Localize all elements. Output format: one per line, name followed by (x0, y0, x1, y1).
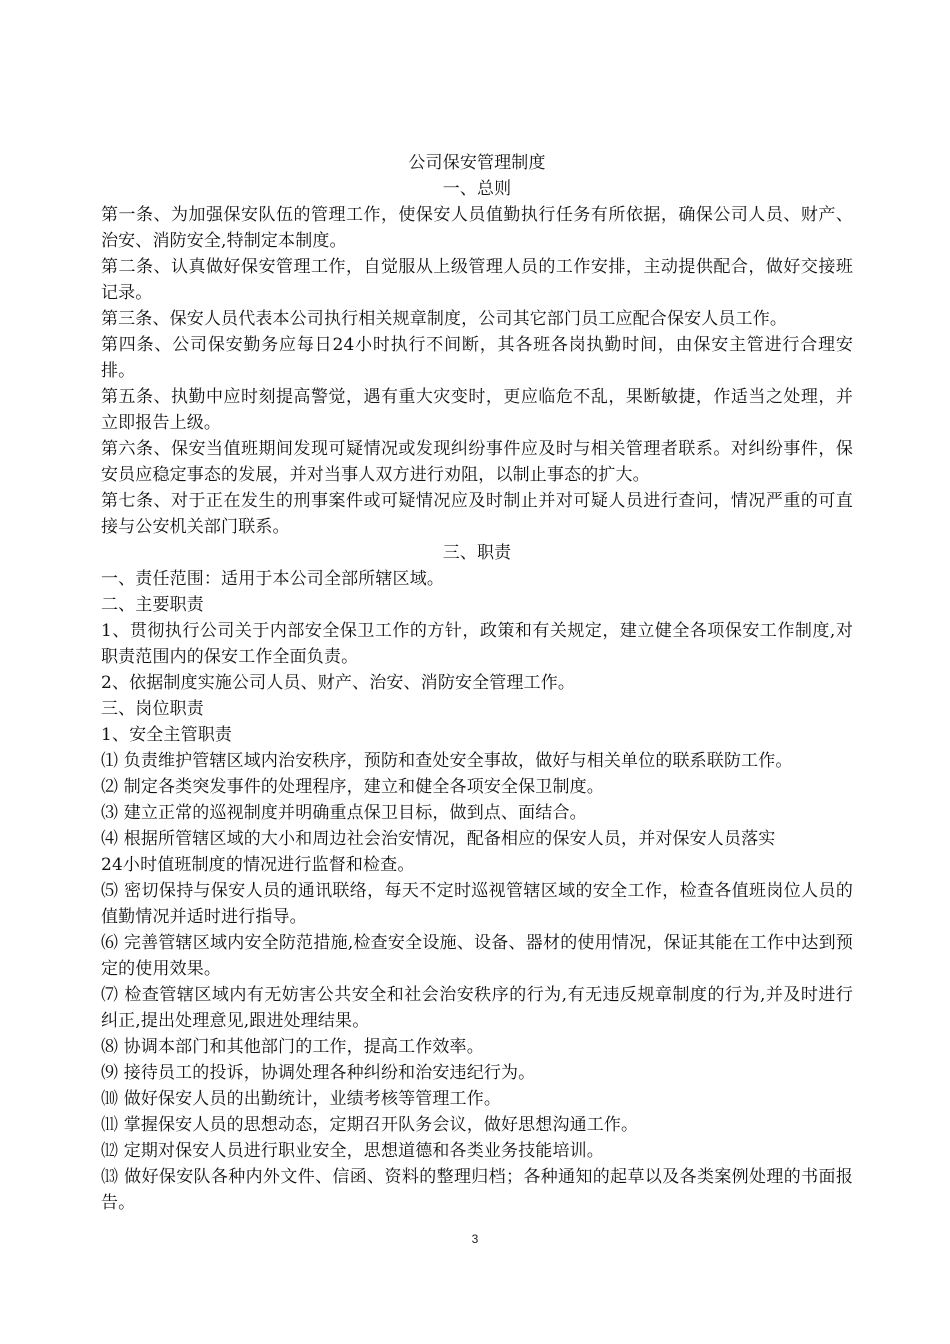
supervisor-duty-3: ⑶ 建立正常的巡视制度并明确重点保卫目标，做到点、面结合。 (101, 803, 587, 823)
supervisor-duty-6: ⑹ 完善管辖区域内安全防范措施,检查安全设施、设备、器材的使用情况，保证其能在工作中达到预定的使用效果。 (101, 933, 853, 979)
supervisor-duty-10: ⑽ 做好保安人员的出勤统计，业绩考核等管理工作。 (101, 1089, 502, 1109)
supervisor-duty-1: ⑴ 负责维护管辖区域内治安秩序，预防和查处安全事故，做好与相关单位的联系联防工作。 (101, 751, 793, 771)
article-3: 第三条、保安人员代表本公司执行相关规章制度，公司其它部门员工应配合保安人员工作。 (101, 309, 787, 329)
supervisor-duty-11: ⑾ 掌握保安人员的思想动态，定期召开队务会议，做好思想沟通工作。 (101, 1115, 639, 1135)
document-title: 公司保安管理制度 (408, 153, 546, 173)
post-duties-heading: 三、岗位职责 (101, 699, 204, 719)
supervisor-heading: 1、安全主管职责 (101, 725, 233, 745)
document-body (101, 150, 853, 1216)
supervisor-duty-4-continued: 24小时值班制度的情况进行监督和检查。 (101, 855, 415, 875)
supervisor-duty-8: ⑻ 协调本部门和其他部门的工作，提高工作效率。 (101, 1037, 484, 1057)
main-duty-2: 2、依据制度实施公司人员、财产、治安、消防安全管理工作。 (101, 673, 576, 693)
article-6: 第六条、保安当值班期间发现可疑情况或发现纠纷事件应及时与相关管理者联系。对纠纷事件，保安员应稳定事态的发展，并对当事人双方进行劝阻，以制止事态的扩大。 (101, 439, 853, 485)
supervisor-duty-2: ⑵ 制定各类突发事件的处理程序，建立和健全各项安全保卫制度。 (101, 777, 604, 797)
section-heading-general: 一、总则 (442, 179, 512, 199)
main-duty-1: 1、贯彻执行公司关于内部安全保卫工作的方针，政策和有关规定，建立健全各项保安工作制度,对职责范围内的保安工作全面负责。 (101, 621, 853, 667)
article-2: 第二条、认真做好保安管理工作，自觉服从上级管理人员的工作安排，主动提供配合，做好交接班记录。 (101, 257, 853, 303)
supervisor-duty-7: ⑺ 检查管辖区域内有无妨害公共安全和社会治安秩序的行为,有无违反规章制度的行为,并及时进行纠正,提出处理意见,跟进处理结果。 (101, 985, 853, 1031)
supervisor-duty-13: ⒀ 做好保安队各种内外文件、信函、资料的整理归档；各种通知的起草以及各类案例处理的书面报告。 (101, 1167, 853, 1213)
main-duties-heading: 二、主要职责 (101, 595, 204, 615)
article-4: 第四条、公司保安勤务应每日24小时执行不间断，其各班各岗执勤时间，由保安主管进行合理安排。 (101, 335, 853, 381)
supervisor-duty-5: ⑸ 密切保持与保安人员的通讯联络，每天不定时巡视管辖区域的安全工作，检查各值班岗位人员的值勤情况并适时进行指导。 (101, 881, 853, 927)
page-number: 3 (471, 1232, 479, 1246)
supervisor-duty-4: ⑷ 根据所管辖区域的大小和周边社会治安情况，配备相应的保安人员，并对保安人员落实 (101, 829, 776, 849)
article-5: 第五条、执勤中应时刻提高警觉，遇有重大灾变时，更应临危不乱，果断敏捷，作适当之处理，并立即报告上级。 (101, 387, 853, 433)
article-7: 第七条、对于正在发生的刑事案件或可疑情况应及时制止并对可疑人员进行查问，情况严重的可直接与公安机关部门联系。 (101, 491, 853, 537)
section-heading-duties: 三、职责 (442, 543, 512, 563)
supervisor-duty-9: ⑼ 接待员工的投诉，协调处理各种纠纷和治安违纪行为。 (101, 1063, 536, 1083)
supervisor-duty-12: ⑿ 定期对保安人员进行职业安全，思想道德和各类业务技能培训。 (101, 1141, 604, 1161)
article-1: 第一条、为加强保安队伍的管理工作，使保安人员值勤执行任务有所依据，确保公司人员、财产、治安、消防安全,特制定本制度。 (101, 205, 853, 251)
scope-paragraph: 一、责任范围：适用于本公司全部所辖区域。 (101, 569, 444, 589)
